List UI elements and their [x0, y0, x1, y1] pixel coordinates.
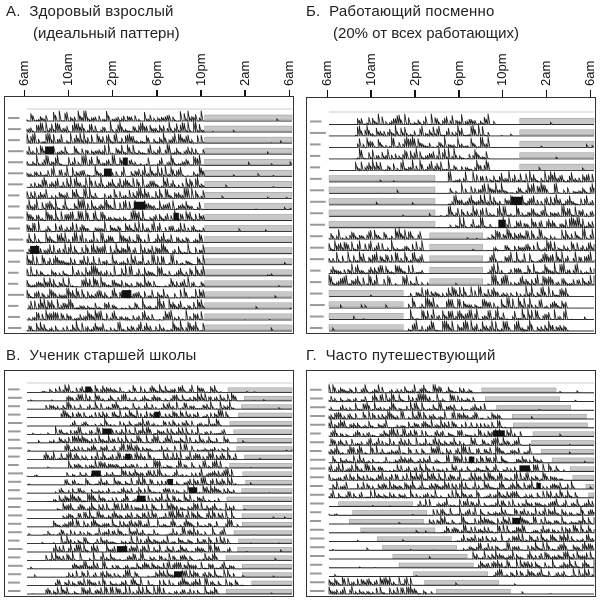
day-label-mark: [8, 161, 23, 163]
panel-a-heading: Здоровый взрослый: [29, 3, 174, 20]
panel-c-actogram: [4, 370, 294, 597]
sleep-band: [382, 545, 456, 549]
day-label-mark: [8, 498, 22, 500]
sleep-band: [338, 502, 412, 506]
day-label-mark: [310, 235, 323, 237]
day-label-mark: [8, 239, 23, 241]
sleep-band: [573, 475, 594, 479]
activity-block: [536, 483, 540, 489]
panel-a-tick-label: 10pm: [192, 53, 208, 86]
day-label-mark: [8, 439, 20, 441]
sleep-band: [329, 187, 435, 192]
day-label-mark: [310, 424, 325, 426]
sleep-band: [570, 467, 594, 471]
sleep-band: [205, 192, 292, 197]
activity-trace: [329, 542, 594, 550]
day-label-mark: [310, 433, 321, 435]
day-label-mark: [310, 529, 324, 531]
panel-b-actogram-plot: [307, 98, 597, 335]
activity-block: [92, 471, 101, 477]
day-label-mark: [310, 546, 325, 548]
day-label-mark: [310, 189, 324, 191]
panel-d-actogram: [306, 370, 596, 597]
panel-b-subtitle: (20% от всех работающих): [333, 25, 520, 42]
sleep-band: [245, 455, 292, 459]
panel-b-tick-label: 6am: [319, 60, 334, 86]
day-label-mark: [310, 538, 324, 540]
panel-b-tick-label: 2pm: [406, 60, 422, 86]
sleep-band: [205, 170, 292, 175]
activity-trace: [329, 463, 594, 471]
day-label-mark: [8, 250, 24, 252]
day-label-mark: [8, 117, 19, 119]
day-label-mark: [8, 573, 21, 575]
sleep-band: [205, 225, 292, 230]
activity-trace: [329, 481, 594, 489]
day-label-mark: [310, 476, 324, 478]
day-label-mark: [8, 590, 20, 592]
day-label-mark: [8, 514, 22, 516]
day-label-mark: [8, 565, 23, 567]
day-label-mark: [310, 441, 324, 443]
day-label-mark: [310, 406, 325, 408]
day-label-mark: [8, 283, 18, 285]
day-label-mark: [8, 139, 20, 141]
sleep-band: [496, 405, 570, 409]
day-label-mark: [8, 388, 20, 390]
sleep-band: [520, 130, 594, 135]
day-label-mark: [8, 305, 18, 307]
day-label-mark: [310, 327, 322, 329]
sleep-band: [205, 137, 292, 142]
day-label-mark: [310, 132, 326, 134]
sleep-band: [533, 432, 594, 436]
sleep-band: [230, 463, 292, 467]
panel-a-title: [6, 2, 174, 22]
day-label-mark: [310, 468, 325, 470]
day-label-mark: [8, 397, 22, 399]
day-label-mark: [8, 456, 20, 458]
panel-a-tick-label: 6pm: [148, 60, 164, 86]
panel-b-tick-label: 10am: [362, 53, 378, 86]
panel-c-actogram-plot: [5, 371, 295, 598]
day-label-mark: [310, 581, 325, 583]
activity-block: [189, 487, 197, 493]
panel-a-tick-label: 2pm: [104, 60, 120, 86]
activity-block: [85, 387, 91, 393]
sleep-band: [329, 313, 403, 318]
activity-block: [45, 146, 54, 154]
activity-block: [104, 169, 112, 177]
panel-c-heading: Ученик старшей школы: [29, 347, 197, 364]
day-label-mark: [310, 316, 324, 318]
sleep-band: [329, 210, 435, 215]
sleep-band: [234, 430, 292, 434]
panel-c-letter: В.: [6, 347, 21, 364]
day-label-mark: [8, 523, 21, 525]
day-label-mark: [8, 464, 19, 466]
sleep-band: [205, 181, 292, 186]
activity-trace: [329, 472, 594, 480]
sleep-band: [329, 290, 403, 295]
activity-block: [30, 246, 39, 254]
day-label-mark: [8, 294, 24, 296]
day-label-mark: [8, 261, 20, 263]
activity-trace: [329, 489, 594, 497]
day-label-mark: [8, 183, 23, 185]
sleep-band: [205, 214, 292, 219]
day-label-mark: [8, 472, 23, 474]
day-label-mark: [310, 503, 324, 505]
activity-block: [122, 290, 131, 298]
day-label-mark: [8, 548, 22, 550]
sleep-band: [329, 221, 435, 226]
day-label-mark: [310, 304, 325, 306]
day-label-mark: [310, 224, 325, 226]
day-label-mark: [310, 120, 321, 122]
day-label-mark: [8, 128, 21, 130]
panel-d-heading: Часто путешествующий: [325, 347, 496, 364]
day-label-mark: [310, 293, 322, 295]
day-label-mark: [8, 481, 21, 483]
sleep-band: [244, 396, 292, 400]
day-label-mark: [310, 520, 321, 522]
sleep-band: [228, 388, 292, 392]
day-label-mark: [8, 447, 22, 449]
sleep-band: [520, 153, 594, 158]
day-label-mark: [310, 415, 325, 417]
activity-block: [134, 202, 146, 210]
day-label-mark: [310, 212, 323, 214]
day-label-mark: [8, 430, 21, 432]
sleep-band: [205, 314, 292, 319]
sleep-band: [482, 388, 556, 392]
sleep-band: [237, 447, 292, 451]
sleep-band: [205, 237, 292, 242]
day-label-mark: [310, 459, 325, 461]
sleep-band: [205, 292, 292, 297]
day-label-mark: [310, 247, 324, 249]
day-label-mark: [310, 166, 320, 168]
sleep-band: [205, 325, 292, 330]
sleep-band: [239, 539, 292, 543]
day-label-mark: [8, 414, 20, 416]
day-label-mark: [310, 201, 326, 203]
sleep-band: [205, 126, 292, 131]
day-label-mark: [8, 540, 19, 542]
sleep-band: [541, 449, 594, 453]
day-label-mark: [8, 531, 22, 533]
sleep-band: [532, 440, 594, 444]
sleep-band: [485, 397, 559, 401]
activity-block: [174, 571, 182, 577]
activity-block: [125, 454, 130, 460]
sleep-band: [252, 581, 292, 585]
activity-block: [168, 479, 173, 485]
day-label-mark: [310, 511, 321, 513]
panel-c-title: [6, 346, 197, 366]
sleep-band: [430, 267, 483, 272]
day-label-mark: [8, 506, 20, 508]
activity-block: [469, 457, 474, 463]
activity-block: [123, 158, 128, 166]
day-label-mark: [310, 573, 322, 575]
activity-block: [519, 465, 530, 471]
sleep-band: [377, 537, 451, 541]
panel-a-actogram: [4, 96, 294, 334]
activity-block: [102, 429, 111, 435]
panel-a-letter: А.: [6, 3, 21, 20]
sleep-band: [329, 176, 435, 181]
day-label-mark: [8, 556, 20, 558]
panel-b-tick-label: 6am: [582, 60, 597, 86]
sleep-band: [589, 493, 594, 497]
day-label-mark: [310, 389, 322, 391]
sleep-band: [243, 472, 292, 476]
sleep-band: [552, 458, 594, 462]
panel-a-tick-label: 6am: [16, 60, 31, 86]
panel-b-letter: Б.: [306, 3, 321, 20]
day-label-mark: [8, 489, 20, 491]
day-label-mark: [8, 316, 20, 318]
sleep-band: [205, 259, 292, 264]
day-label-mark: [8, 272, 19, 274]
day-label-mark: [8, 422, 22, 424]
panel-d-actogram-plot: [307, 371, 597, 598]
day-label-mark: [8, 150, 24, 152]
panel-b-title: [306, 2, 495, 22]
activity-block: [513, 518, 521, 524]
day-label-mark: [8, 405, 20, 407]
panel-b-tick-label: 10pm: [494, 53, 510, 86]
panel-b-heading: Работающий посменно: [329, 3, 495, 20]
sleep-band: [399, 563, 473, 567]
sleep-band: [242, 564, 292, 568]
panel-a-tick-label: 2am: [236, 60, 252, 86]
sleep-band: [227, 497, 292, 501]
sleep-band: [241, 405, 292, 409]
activity-block: [498, 220, 505, 228]
panel-b-actogram: [306, 97, 596, 334]
sleep-band: [430, 244, 483, 249]
panel-a-subtitle: (идеальный паттерн): [33, 25, 180, 42]
activity-block: [511, 197, 523, 205]
sleep-band: [512, 414, 586, 418]
day-label-mark: [310, 258, 324, 260]
activity-block: [154, 412, 159, 418]
sleep-band: [205, 203, 292, 208]
sleep-band: [520, 118, 594, 123]
sleep-band: [242, 573, 292, 577]
sleep-band: [361, 528, 435, 532]
sleep-band: [329, 198, 435, 203]
day-label-mark: [8, 228, 20, 230]
sleep-band: [205, 115, 292, 120]
day-label-mark: [310, 178, 322, 180]
day-label-mark: [310, 485, 323, 487]
sleep-band: [205, 248, 292, 253]
sleep-band: [246, 480, 292, 484]
sleep-band: [205, 303, 292, 308]
sleep-band: [237, 438, 292, 442]
sleep-band: [513, 423, 587, 427]
sleep-band: [238, 413, 292, 417]
panel-a-tick-label: 6am: [281, 60, 296, 86]
sleep-band: [329, 325, 403, 330]
panel-b-tick-label: 6pm: [450, 60, 466, 86]
day-label-mark: [8, 582, 20, 584]
day-label-mark: [310, 590, 324, 592]
sleep-band: [230, 421, 292, 425]
sleep-band: [425, 580, 499, 584]
panel-d-title: [306, 346, 496, 366]
activity-block: [493, 430, 505, 436]
activity-block: [137, 496, 146, 502]
day-label-mark: [310, 494, 324, 496]
day-label-mark: [310, 555, 325, 557]
day-label-mark: [8, 327, 21, 329]
sleep-band: [226, 589, 292, 593]
sleep-band: [520, 141, 594, 146]
panel-a-actogram-plot: [5, 97, 295, 335]
day-label-mark: [8, 205, 19, 207]
sleep-band: [430, 256, 483, 261]
sleep-band: [238, 547, 292, 551]
panel-b-tick-label: 2am: [538, 60, 554, 86]
activity-trace: [329, 533, 594, 541]
day-label-mark: [310, 143, 321, 145]
sleep-band: [430, 233, 483, 238]
sleep-band: [205, 148, 292, 153]
sleep-band: [353, 510, 427, 514]
day-label-mark: [310, 450, 322, 452]
day-label-mark: [310, 398, 323, 400]
sleep-band: [349, 519, 423, 523]
sleep-band: [413, 572, 487, 576]
day-label-mark: [8, 172, 23, 174]
day-label-mark: [310, 564, 322, 566]
panel-a-tick-label: 10am: [60, 53, 76, 86]
sleep-band: [243, 505, 292, 509]
day-label-mark: [310, 155, 320, 157]
sleep-band: [436, 589, 510, 593]
sleep-band: [234, 531, 292, 535]
activity-block: [117, 546, 127, 552]
day-label-mark: [8, 217, 23, 219]
day-label-mark: [8, 194, 19, 196]
panel-d-letter: Г.: [306, 347, 317, 364]
sleep-band: [242, 522, 292, 526]
sleep-band: [242, 489, 292, 493]
day-label-mark: [310, 281, 321, 283]
sleep-band: [226, 556, 292, 560]
day-label-mark: [310, 270, 321, 272]
sleep-band: [205, 281, 292, 286]
sleep-band: [205, 270, 292, 275]
activity-block: [173, 213, 179, 221]
